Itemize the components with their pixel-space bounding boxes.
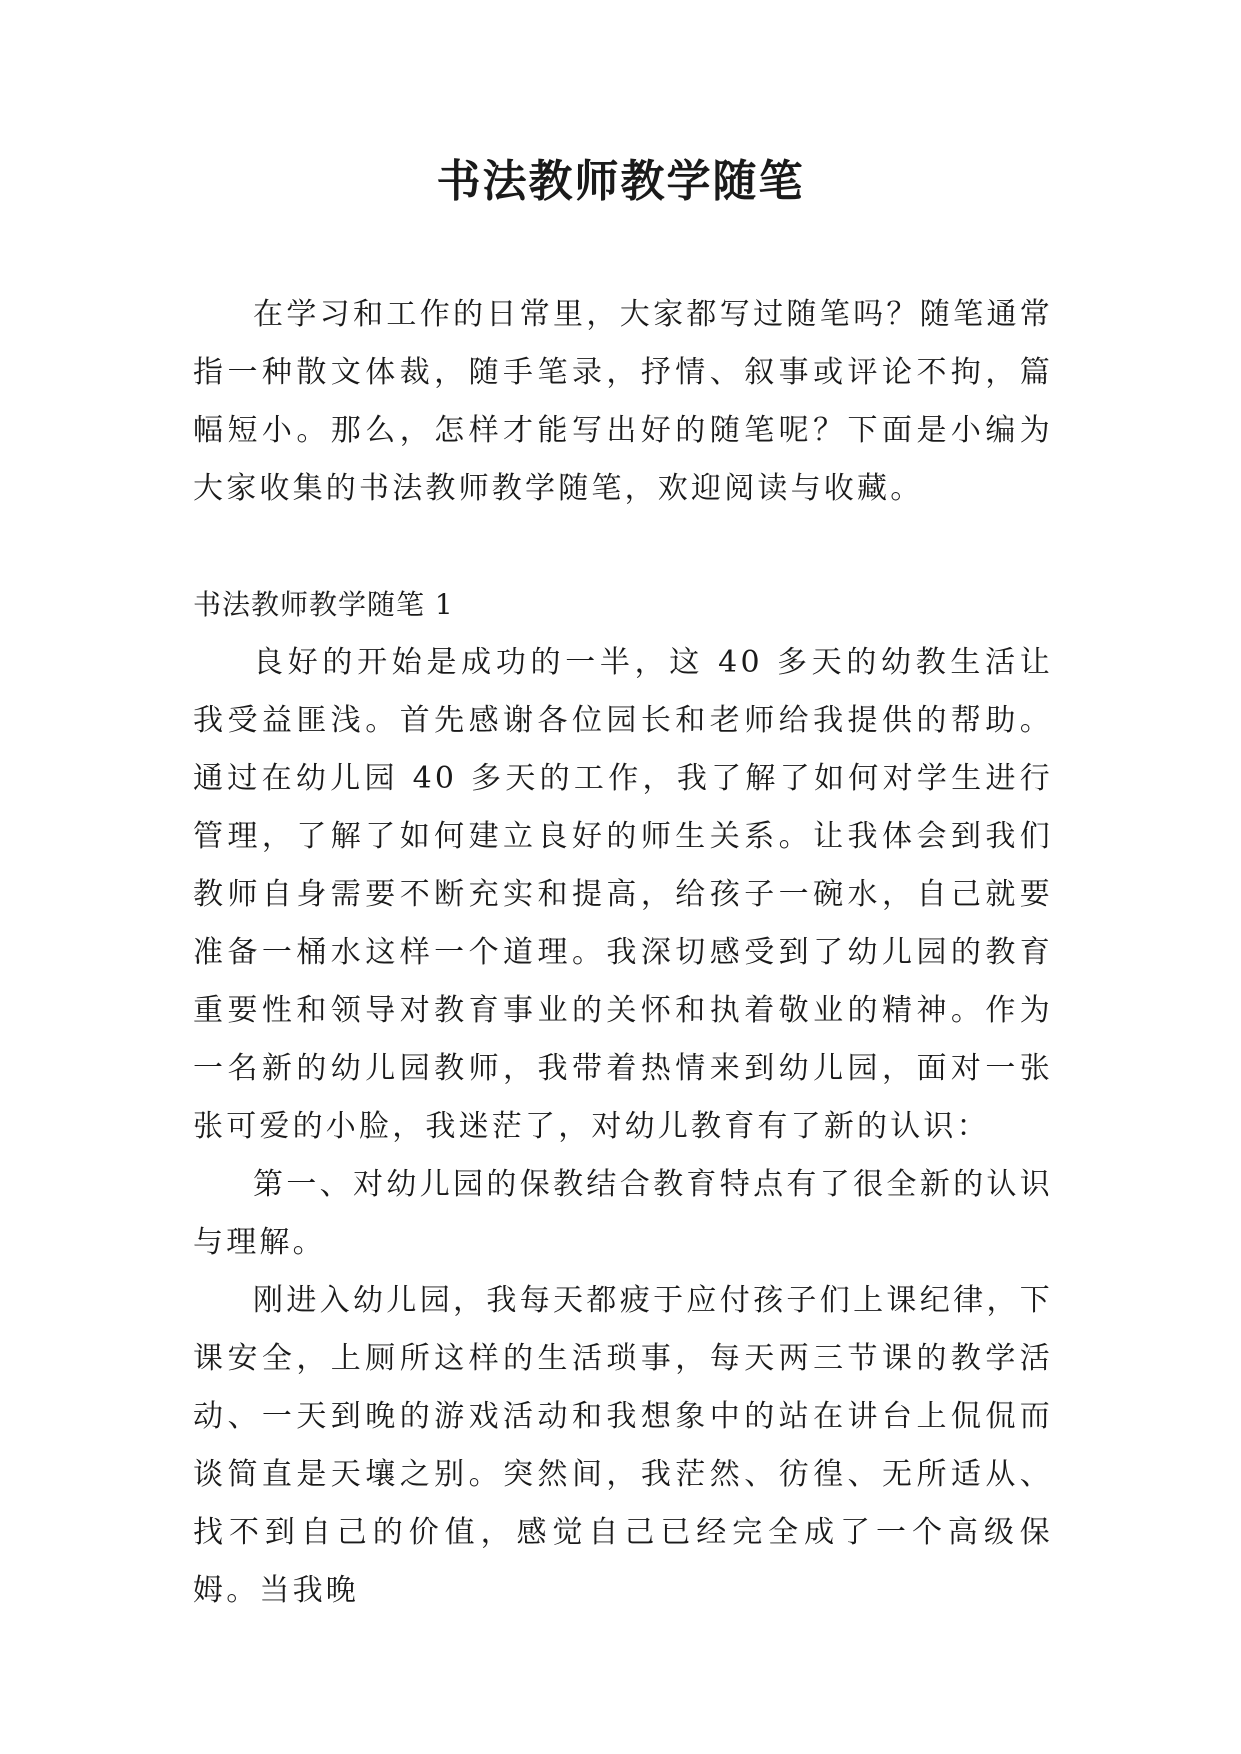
body-paragraph: 刚进入幼儿园，我每天都疲于应付孩子们上课纪律，下课安全，上厕所这样的生活琐事，每天两三节课的教学活动、一天到晚的游戏活动和我想象中的站在讲台上侃侃而谈简直是天壤之别。突然间，我茫然、彷徨、无所适从、找不到自己的价值，感觉自己已经完全成了一个高级保姆。当我晚 (193, 1283, 1053, 1608)
document-body (193, 286, 1053, 1620)
body-paragraph: 良好的开始是成功的一半，这 40 多天的幼教生活让我受益匪浅。首先感谢各位园长和老师给我提供的帮助。通过在幼儿园 40 多天的工作，我了解了如何对学生进行管理，了解了如何建立良好的师生关系。让我体会到我们教师自身需要不断充实和提高，给孩子一碗水，自己就要准备一桶水这样一个道理。我深切感受到了幼儿园的教育重要性和领导对教育事业的关怀和执着敬业的精神。作为一名新的幼儿园教师，我带着热情来到幼儿园，面对一张张可爱的小脸，我迷茫了，对幼儿教育有了新的认识： (193, 645, 1053, 1144)
intro-paragraph: 在学习和工作的日常里，大家都写过随笔吗？随笔通常指一种散文体裁，随手笔录，抒情、叙事或评论不拘，篇幅短小。那么，怎样才能写出好的随笔呢？下面是小编为大家收集的书法教师教学随笔，欢迎阅读与收藏。 (193, 297, 1053, 506)
body-paragraph: 第一、对幼儿园的保教结合教育特点有了很全新的认识与理解。 (193, 1167, 1053, 1260)
document-title: 书法教师教学随笔 (436, 156, 805, 207)
section-heading: 书法教师教学随笔 1 (193, 588, 454, 621)
